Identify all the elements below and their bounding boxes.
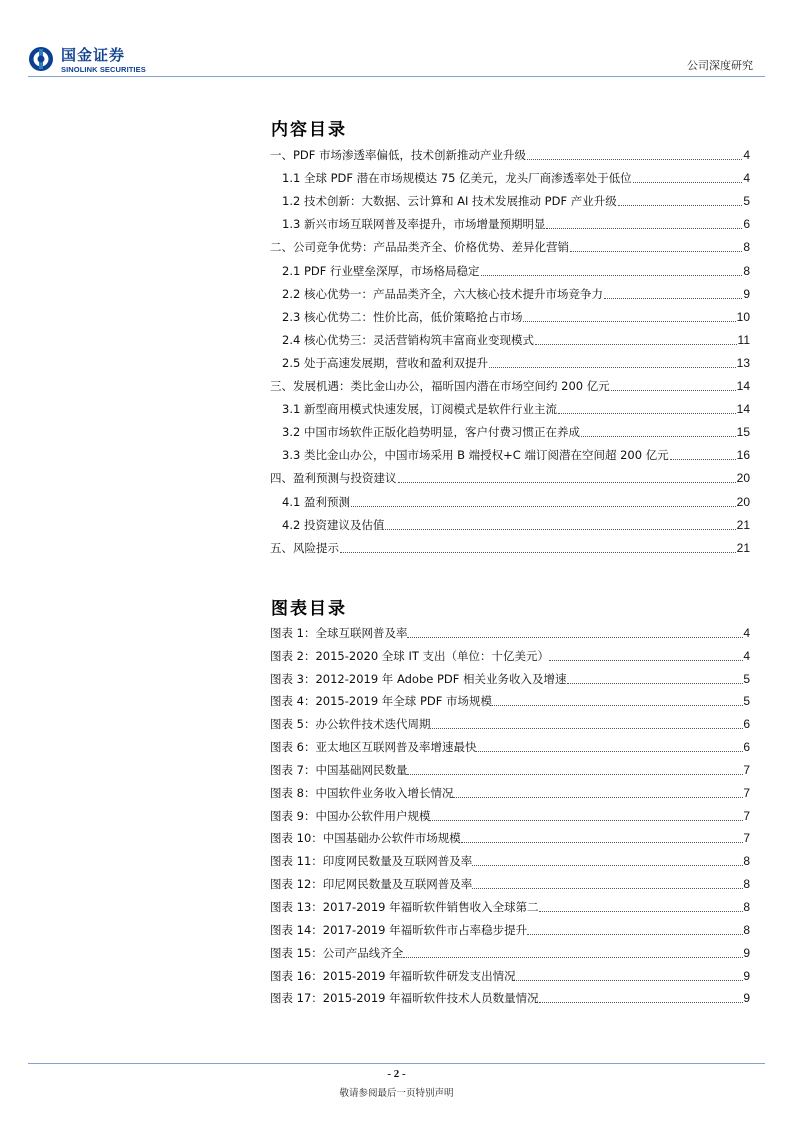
figure-entry-label: 图表 14：2017-2019 年福昕软件市占率稳步提升 (270, 922, 528, 937)
figure-entry-label: 图表 11：印度网民数量及互联网普及率 (270, 854, 473, 869)
figure-entry-label: 图表 1：全球互联网普及率 (270, 625, 408, 640)
figure-entry-page-number: 7 (743, 785, 750, 800)
sinolink-logo-icon (28, 46, 54, 72)
figure-entry-label: 图表 15：公司产品线齐全 (270, 945, 404, 960)
toc-entry-page-number: 6 (743, 217, 750, 232)
toc-entry[interactable] (270, 302, 750, 325)
toc-entry-label: 3.2 中国市场软件正版化趋势明显，客户付费习惯正在养成 (282, 425, 580, 440)
dot-leader (581, 436, 736, 437)
toc-entry-page-number: 15 (736, 425, 750, 440)
dot-leader (604, 298, 742, 299)
dot-leader (453, 797, 743, 798)
figure-entry-page-number: 5 (743, 694, 750, 709)
figure-entry[interactable] (270, 687, 750, 710)
toc-entry-label: 2.5 处于高速发展期，营收和盈利双提升 (282, 355, 488, 370)
toc-entry-label: 一、PDF 市场渗透率偏低，技术创新推动产业升级 (270, 148, 527, 163)
dot-leader (633, 182, 743, 183)
toc-entry-page-number: 11 (737, 332, 750, 347)
toc-entry[interactable] (270, 371, 750, 394)
dot-leader (611, 390, 736, 391)
figure-entry-label: 图表 7：中国基础网民数量 (270, 762, 408, 777)
list-of-figures (270, 618, 750, 1006)
dot-leader (546, 228, 742, 229)
toc-entry[interactable] (270, 279, 750, 302)
toc-entry-label: 2.3 核心优势二：性价比高，低价策略抢占市场 (282, 309, 523, 324)
toc-entry-page-number: 16 (736, 448, 750, 463)
toc-entry-label: 二、公司竞争优势：产品品类齐全、价格优势、差异化营销 (270, 240, 569, 255)
figure-entry-page-number: 6 (743, 740, 750, 755)
toc-entry[interactable] (270, 510, 750, 533)
toc-entry-label: 三、发展机遇：类比金山办公，福昕国内潜在市场空间约 200 亿元 (270, 379, 610, 394)
toc-entry-page-number: 21 (736, 540, 750, 555)
dot-leader (351, 506, 736, 507)
toc-entry[interactable] (270, 325, 750, 348)
figure-entry-label: 图表 5：办公软件技术迭代周期 (270, 717, 431, 732)
logo-english-text: SINOLINK SECURITIES (61, 65, 146, 74)
dot-leader (481, 275, 743, 276)
company-logo (28, 44, 178, 76)
toc-entry-label: 4.2 投资建议及估值 (282, 517, 385, 532)
figure-entry-label: 图表 2：2015-2020 全球 IT 支出（单位：十亿美元） (270, 648, 550, 663)
toc-title: 内容目录 (271, 120, 347, 140)
figure-entry-page-number: 4 (743, 625, 750, 640)
figure-entry-page-number: 9 (743, 968, 750, 983)
figure-entry[interactable] (270, 846, 750, 869)
dot-leader (567, 683, 744, 684)
dot-leader (430, 820, 743, 821)
toc-entry[interactable] (270, 209, 750, 232)
figure-entry[interactable] (270, 938, 750, 961)
dot-leader (492, 705, 743, 706)
footer-disclaimer: 敬请参阅最后一页特别声明 (339, 1088, 454, 1099)
figure-entry[interactable] (270, 984, 750, 1007)
toc-entry[interactable] (270, 463, 750, 486)
document-type-label: 公司深度研究 (687, 59, 753, 72)
dot-leader (516, 980, 744, 981)
figure-entry-label: 图表 9：中国办公软件用户规模 (270, 808, 431, 823)
toc-entry-page-number: 20 (736, 494, 750, 509)
figure-entry-label: 图表 13：2017-2019 年福昕软件销售收入全球第二 (270, 899, 539, 914)
figure-entry-page-number: 8 (743, 922, 750, 937)
toc-entry-page-number: 4 (743, 171, 750, 186)
figures-title: 图表目录 (271, 599, 347, 619)
dot-leader (527, 934, 743, 935)
dot-leader (539, 1002, 744, 1003)
dot-leader (539, 911, 744, 912)
toc-entry[interactable] (270, 394, 750, 417)
figure-entry[interactable] (270, 869, 750, 892)
figure-entry[interactable] (270, 915, 750, 938)
toc-entry-label: 4.1 盈利预测 (282, 494, 350, 509)
figure-entry[interactable] (270, 961, 750, 984)
figure-entry-label: 图表 4：2015-2019 年全球 PDF 市场规模 (270, 694, 493, 709)
toc-entry-page-number: 14 (736, 379, 750, 394)
toc-entry-page-number: 4 (743, 148, 750, 163)
toc-entry-label: 1.2 技术创新：大数据、云计算和 AI 技术发展推动 PDF 产业升级 (282, 194, 617, 209)
toc-entry-page-number: 21 (736, 517, 750, 532)
figure-entry-label: 图表 16：2015-2019 年福昕软件研发支出情况 (270, 968, 516, 983)
header-divider (28, 76, 765, 77)
figure-entry-label: 图表 17：2015-2019 年福昕软件技术人员数量情况 (270, 991, 539, 1006)
figure-entry[interactable] (270, 618, 750, 641)
dot-leader (523, 321, 735, 322)
dot-leader (461, 842, 744, 843)
toc-entry-page-number: 20 (736, 471, 750, 486)
dot-leader (430, 728, 743, 729)
figure-entry-page-number: 4 (743, 648, 750, 663)
dot-leader (549, 660, 743, 661)
figure-entry[interactable] (270, 892, 750, 915)
dot-leader (535, 344, 737, 345)
figure-entry[interactable] (270, 664, 750, 687)
dot-leader (472, 865, 743, 866)
toc-entry[interactable] (270, 232, 750, 255)
page-number: - 2 - (387, 1068, 406, 1080)
dot-leader (385, 529, 735, 530)
figure-entry-page-number: 9 (743, 945, 750, 960)
toc-entry-page-number: 10 (736, 309, 750, 324)
toc-entry-label: 2.1 PDF 行业壁垒深厚，市场格局稳定 (282, 263, 480, 278)
figure-entry-page-number: 8 (743, 877, 750, 892)
toc-entry[interactable] (270, 533, 750, 556)
toc-entry-page-number: 9 (743, 286, 750, 301)
toc-entry-label: 五、风险提示 (270, 540, 339, 555)
figure-entry-label: 图表 10：中国基础办公软件市场规模 (270, 831, 461, 846)
figure-entry[interactable] (270, 755, 750, 778)
figure-entry-page-number: 7 (743, 808, 750, 823)
dot-leader (403, 957, 743, 958)
dot-leader (407, 774, 743, 775)
figure-entry[interactable] (270, 801, 750, 824)
toc-entry-page-number: 8 (743, 263, 750, 278)
figure-entry-page-number: 8 (743, 854, 750, 869)
dot-leader (398, 482, 736, 483)
toc-entry[interactable] (270, 486, 750, 509)
toc-entry-label: 1.1 全球 PDF 潜在市场规模达 75 亿美元，龙头厂商渗透率处于低位 (282, 171, 632, 186)
page-header (28, 38, 765, 78)
toc-entry-label: 3.1 新型商用模式快速发展，订阅模式是软件行业主流 (282, 402, 557, 417)
toc-entry[interactable] (270, 140, 750, 163)
dot-leader (489, 367, 736, 368)
toc-entry-page-number: 14 (736, 402, 750, 417)
toc-entry-label: 1.3 新兴市场互联网普及率提升，市场增量预期明显 (282, 217, 546, 232)
figure-entry-page-number: 9 (743, 991, 750, 1006)
figure-entry-label: 图表 6：亚太地区互联网普及率增速最快 (270, 740, 477, 755)
figure-entry-page-number: 7 (743, 831, 750, 846)
toc-entry[interactable] (270, 163, 750, 186)
dot-leader (570, 251, 742, 252)
figure-entry[interactable] (270, 709, 750, 732)
figure-entry-page-number: 6 (743, 717, 750, 732)
figure-entry[interactable] (270, 824, 750, 847)
dot-leader (670, 459, 736, 460)
figure-entry-page-number: 8 (743, 899, 750, 914)
dot-leader (476, 751, 743, 752)
toc-entry[interactable] (270, 348, 750, 371)
figure-entry[interactable] (270, 732, 750, 755)
table-of-contents (270, 140, 750, 556)
figure-entry[interactable] (270, 641, 750, 664)
figure-entry-page-number: 7 (743, 762, 750, 777)
dot-leader (340, 552, 736, 553)
dot-leader (558, 413, 736, 414)
toc-entry-label: 3.3 类比金山办公，中国市场采用 B 端授权+C 端订阅潜在空间超 200 亿元 (282, 448, 669, 463)
toc-entry[interactable] (270, 186, 750, 209)
logo-chinese-text: 国金证券 (61, 46, 126, 64)
dot-leader (618, 205, 743, 206)
toc-entry-page-number: 13 (736, 355, 750, 370)
toc-entry-label: 四、盈利预测与投资建议 (270, 471, 397, 486)
figure-entry[interactable] (270, 778, 750, 801)
toc-entry-page-number: 8 (743, 240, 750, 255)
figure-entry-page-number: 5 (743, 671, 750, 686)
figure-entry-label: 图表 8：中国软件业务收入增长情况 (270, 785, 454, 800)
figure-entry-label: 图表 3：2012-2019 年 Adobe PDF 相关业务收入及增速 (270, 671, 567, 686)
toc-entry-page-number: 5 (743, 194, 750, 209)
toc-entry[interactable] (270, 440, 750, 463)
dot-leader (407, 637, 743, 638)
dot-leader (472, 888, 743, 889)
footer-divider (28, 1063, 765, 1064)
toc-entry[interactable] (270, 255, 750, 278)
toc-entry-label: 2.4 核心优势三：灵活营销构筑丰富商业变现模式 (282, 332, 534, 347)
dot-leader (527, 159, 742, 160)
toc-entry-label: 2.2 核心优势一：产品品类齐全，六大核心技术提升市场竞争力 (282, 286, 603, 301)
toc-entry[interactable] (270, 417, 750, 440)
figure-entry-label: 图表 12：印尼网民数量及互联网普及率 (270, 877, 473, 892)
